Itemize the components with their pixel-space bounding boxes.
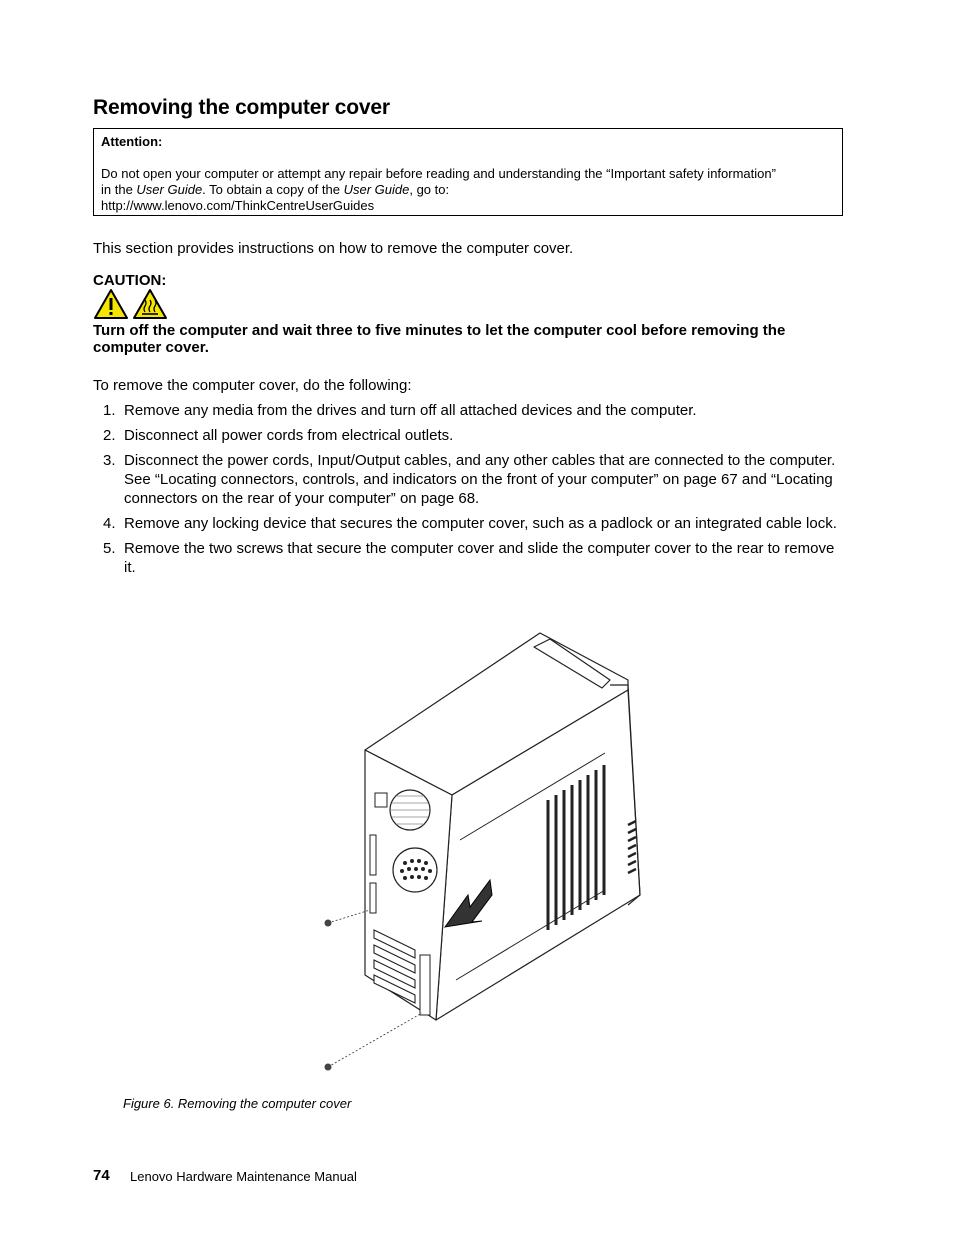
attention-text-line1: Do not open your computer or attempt any repair before reading and understanding the “Important safety information”	[101, 166, 776, 181]
list-item	[93, 426, 838, 445]
manual-title: Lenovo Hardware Maintenance Manual	[130, 1169, 357, 1184]
hot-surface-icon	[134, 290, 166, 318]
user-guide-ref-2: User Guide	[343, 182, 410, 197]
step-number: 1.	[103, 402, 116, 419]
computer-illustration	[310, 625, 660, 1085]
warning-triangle-icon	[95, 290, 127, 318]
attention-text-part-c: , go to:	[409, 182, 450, 197]
step-text: Disconnect the power cords, Input/Output cables, and any other cables that are connected to the computer. See “Locating connectors, controls, and indicators on the front of your computer” on page 67 and “Locating connectors on the rear of your computer” on page 68.	[124, 452, 836, 507]
steps-list	[93, 401, 838, 583]
list-item	[93, 451, 838, 508]
list-item	[93, 401, 838, 420]
caution-label: CAUTION:	[93, 272, 167, 289]
step-text: Remove any media from the drives and turn off all attached devices and the computer.	[124, 402, 697, 419]
computer-cover-figure	[310, 625, 660, 1090]
list-item	[93, 539, 838, 577]
step-text: Remove any locking device that secures the computer cover, such as a padlock or an integrated cable lock.	[124, 515, 837, 532]
intro-paragraph: This section provides instructions on how to remove the computer cover.	[93, 240, 574, 257]
list-item	[93, 514, 838, 533]
step-number: 5.	[103, 540, 116, 557]
step-text: Remove the two screws that secure the computer cover and slide the computer cover to the rear to remove it.	[124, 540, 835, 576]
attention-text	[101, 166, 835, 214]
steps-intro: To remove the computer cover, do the following:	[93, 377, 412, 394]
step-number: 2.	[103, 427, 116, 444]
user-guide-ref-1: User Guide	[136, 182, 203, 197]
step-text: Disconnect all power cords from electrical outlets.	[124, 427, 454, 444]
caution-text: Turn off the computer and wait three to five minutes to let the computer cool before removing the computer cover.	[93, 322, 786, 356]
step-number: 3.	[103, 452, 116, 469]
user-guides-link[interactable]: http://www.lenovo.com/ThinkCentreUserGuides	[101, 198, 375, 213]
attention-text-part-b: . To obtain a copy of the	[202, 182, 344, 197]
page-title: Removing the computer cover	[93, 96, 390, 119]
attention-notice	[93, 128, 843, 216]
attention-label: Attention:	[101, 134, 163, 149]
attention-text-part-a: in the	[101, 182, 137, 197]
step-number: 4.	[103, 515, 116, 532]
page-number: 74	[93, 1167, 110, 1184]
figure-caption: Figure 6. Removing the computer cover	[123, 1096, 352, 1111]
caution-icons	[93, 288, 173, 325]
